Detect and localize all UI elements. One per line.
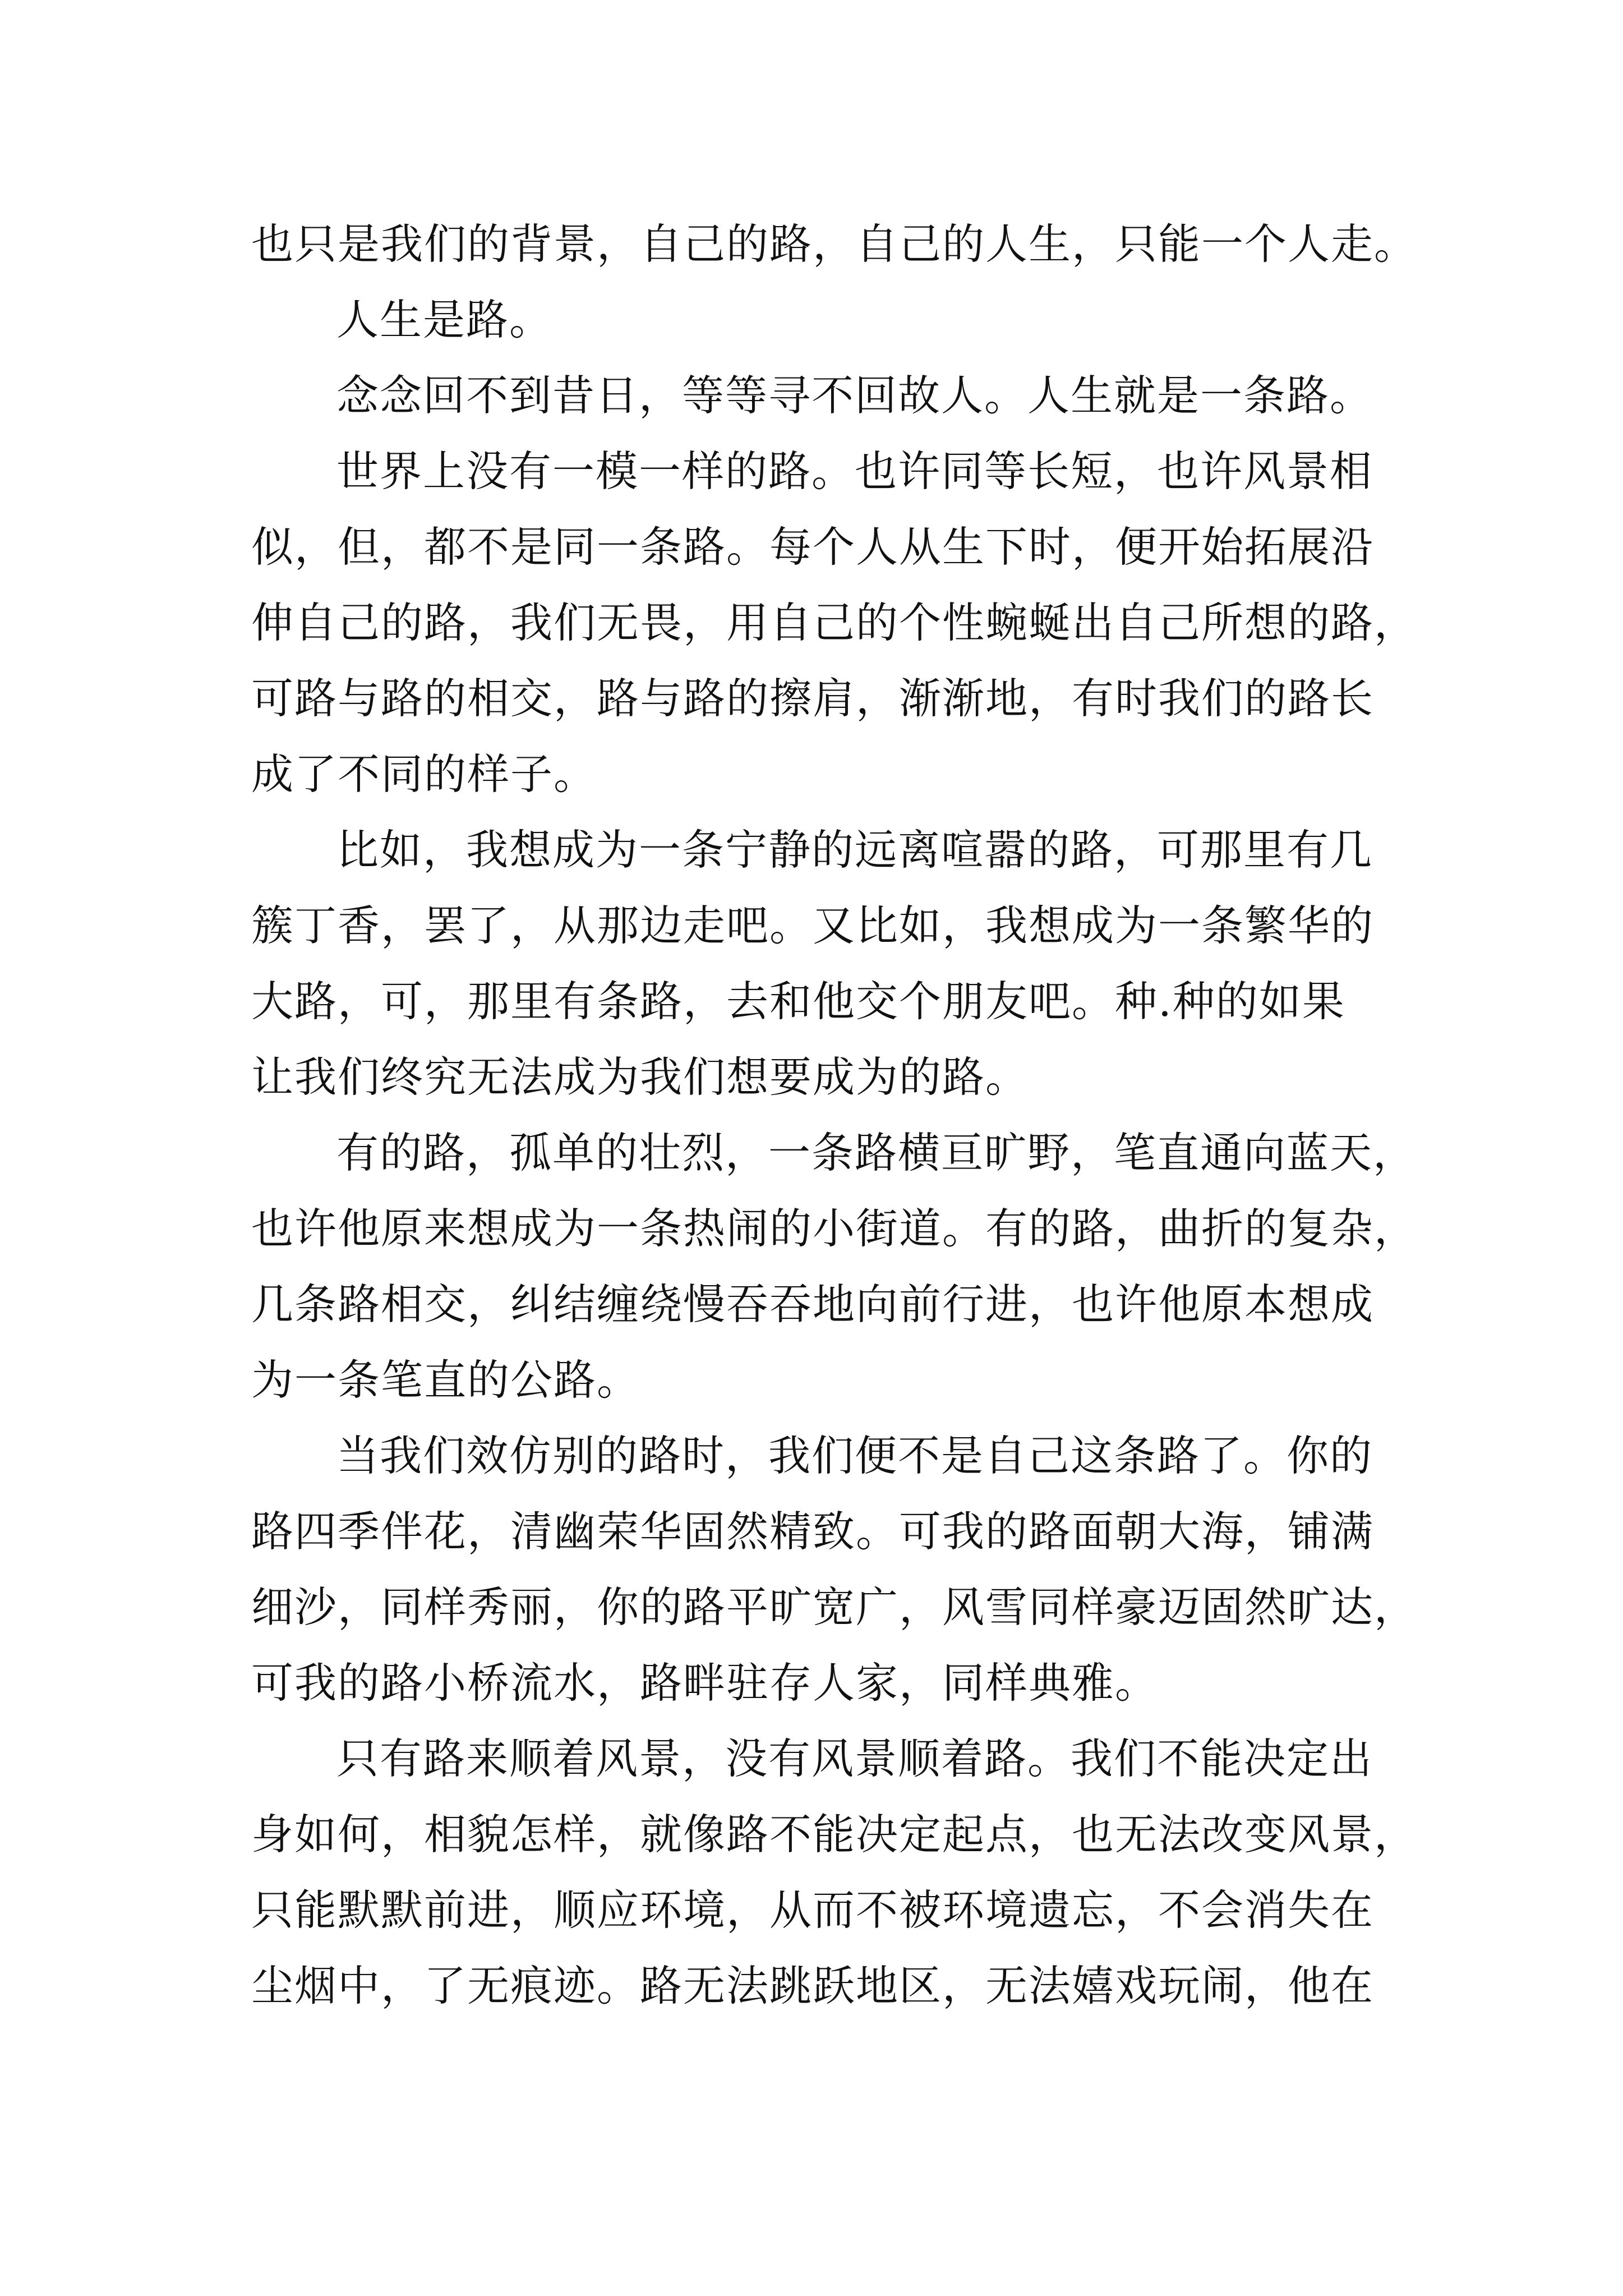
text-line: 也许他原来想成为一条热闹的小街道。有的路，曲折的复杂， [251,1204,1418,1253]
text-line: 簇丁香，罢了，从那边走吧。又比如，我想成为一条繁华的 [251,901,1375,950]
text-line: 细沙，同样秀丽，你的路平旷宽广，风雪同样豪迈固然旷达， [251,1582,1418,1632]
text-line: 比如，我想成为一条宁静的远离喧嚣的路，可那里有几 [336,825,1373,875]
text-line: 当我们效仿别的路时，我们便不是自己这条路了。你的 [336,1431,1373,1480]
text-line: 似，但，都不是同一条路。每个人从生下时，便开始拓展沿 [251,522,1375,572]
text-line: 只有路来顺着风景，没有风景顺着路。我们不能决定出 [336,1734,1373,1783]
body-text [251,206,1418,2024]
text-line: 成了不同的样子。 [251,749,597,799]
text-line: 也只是我们的背景，自己的路，自己的人生，只能一个人走。 [251,219,1418,269]
text-line: 让我们终究无法成为我们想要成为的路。 [251,1052,1029,1102]
text-line: 人生是路。 [336,295,553,344]
text-line: 可我的路小桥流水，路畔驻存人家，同样典雅。 [251,1658,1159,1708]
text-line: 身如何，相貌怎样，就像路不能决定起点，也无法改变风景， [251,1810,1418,1859]
text-line: 几条路相交，纠结缠绕慢吞吞地向前行进，也许他原本想成 [251,1280,1375,1329]
text-line: 可路与路的相交，路与路的擦肩，渐渐地，有时我们的路长 [251,674,1375,723]
text-line: 伸自己的路，我们无畏，用自己的个性蜿蜒出自己所想的路， [251,598,1418,647]
text-line: 路四季伴花，清幽荣华固然精致。可我的路面朝大海，铺满 [251,1507,1375,1556]
text-line: 尘烟中，了无痕迹。路无法跳跃地区，无法嬉戏玩闹，他在 [251,1961,1375,2010]
text-line: 只能默默前进，顺应环境，从而不被环境遗忘，不会消失在 [251,1885,1375,1935]
text-line: 世界上没有一模一样的路。也许同等长短，也许风景相 [336,447,1373,496]
text-line: 有的路，孤单的壮烈，一条路横亘旷野，笔直通向蓝天， [336,1128,1417,1177]
text-line: 为一条笔直的公路。 [251,1355,640,1405]
text-line: 大路，可，那里有条路，去和他交个朋友吧。种.种的如果 [251,977,1345,1026]
text-line: 念念回不到昔日，等等寻不回故人。人生就是一条路。 [336,371,1373,420]
